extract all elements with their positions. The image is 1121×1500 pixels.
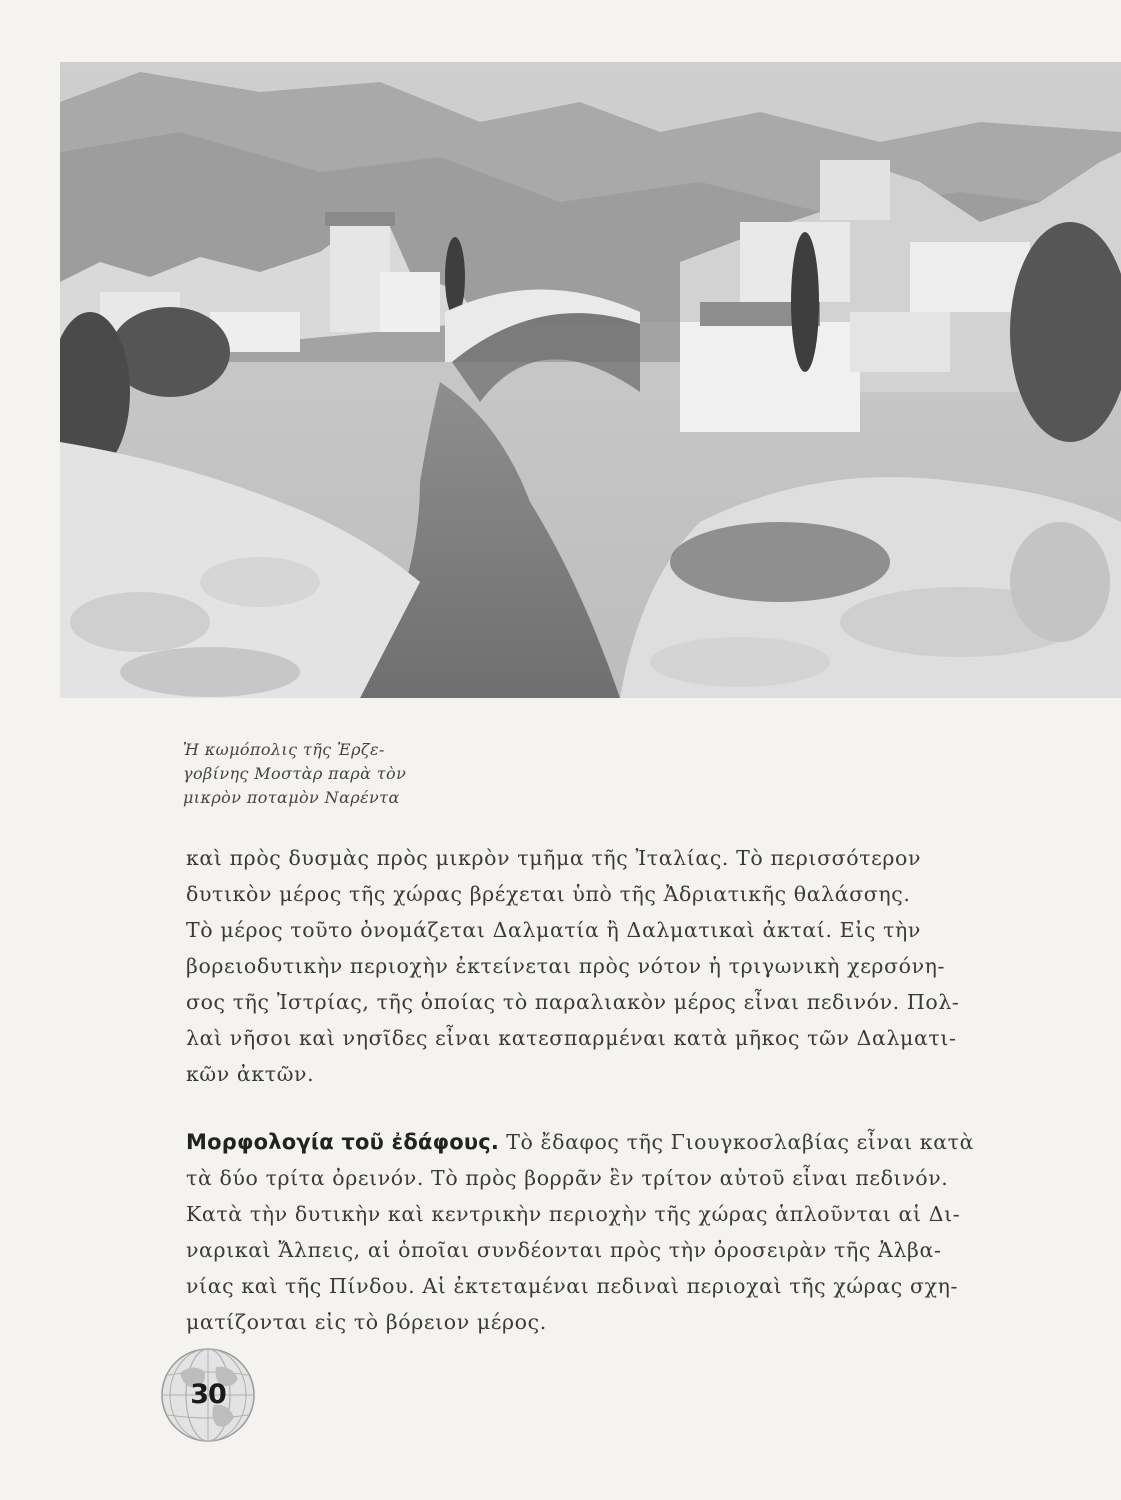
text-line: κῶν ἀκτῶν. bbox=[186, 1062, 315, 1086]
text-line: Τὸ μέρος τοῦτο ὀνομάζεται Δαλματία ἢ Δαλματικαὶ ἀκταί. Εἰς τὴν bbox=[186, 918, 921, 942]
caption-line: γοβίνης Μοστὰρ παρὰ τὸν bbox=[183, 764, 407, 783]
text-line: δυτικὸν μέρος τῆς χώρας βρέχεται ὑπὸ τῆς Ἀδριατικῆς θαλάσσης. bbox=[186, 882, 911, 906]
photo-caption bbox=[183, 738, 483, 810]
photograph-image bbox=[60, 62, 1121, 698]
caption-line: μικρὸν ποταμὸν Ναρέντα bbox=[183, 788, 400, 807]
section-heading: Μορφολογία τοῦ ἐδάφους. bbox=[186, 1130, 500, 1154]
text-line bbox=[186, 1124, 1026, 1160]
paragraph-geography bbox=[186, 840, 1026, 1092]
heading-line-rest: Τὸ ἔδαφος τῆς Γιουγκοσλαβίας εἶναι κατὰ bbox=[499, 1130, 975, 1154]
text-line: καὶ πρὸς δυσμὰς πρὸς μικρὸν τμῆμα τῆς Ἰταλίας. Τὸ περισσότερον bbox=[186, 846, 922, 870]
text-line: ματίζονται εἰς τὸ βόρειον μέρος. bbox=[186, 1310, 547, 1334]
text-line: τὰ δύο τρίτα ὀρεινόν. Τὸ πρὸς βορρᾶν ἓν τρίτον αὐτοῦ εἶναι πεδινόν. bbox=[186, 1166, 949, 1190]
text-line: ναρικαὶ Ἄλπεις, αἱ ὁποῖαι συνδέονται πρὸς τὴν ὀροσειρὰν τῆς Ἀλβα- bbox=[186, 1238, 942, 1262]
text-line: νίας καὶ τῆς Πίνδου. Αἱ ἐκτεταμέναι πεδιναὶ περιοχαὶ τῆς χώρας σχη- bbox=[186, 1274, 959, 1298]
page-number: 30 bbox=[190, 1379, 226, 1410]
text-line: σος τῆς Ἰστρίας, τῆς ὁποίας τὸ παραλιακὸν μέρος εἶναι πεδινόν. Πολ- bbox=[186, 990, 960, 1014]
text-line: βορειοδυτικὴν περιοχὴν ἐκτείνεται πρὸς νότον ἡ τριγωνικὴ χερσόνη- bbox=[186, 954, 946, 978]
text-line: λαὶ νῆσοι καὶ νησῖδες εἶναι κατεσπαρμέναι κατὰ μῆκος τῶν Δαλματι- bbox=[186, 1026, 957, 1050]
paragraph-morphology bbox=[186, 1124, 1026, 1340]
text-line: Κατὰ τὴν δυτικὴν καὶ κεντρικὴν περιοχὴν τῆς χώρας ἁπλοῦνται αἱ Δι- bbox=[186, 1202, 961, 1226]
caption-line: Ἡ κωμόπολις τῆς Ἐρζε- bbox=[183, 740, 385, 759]
mostar-photograph bbox=[60, 62, 1121, 698]
